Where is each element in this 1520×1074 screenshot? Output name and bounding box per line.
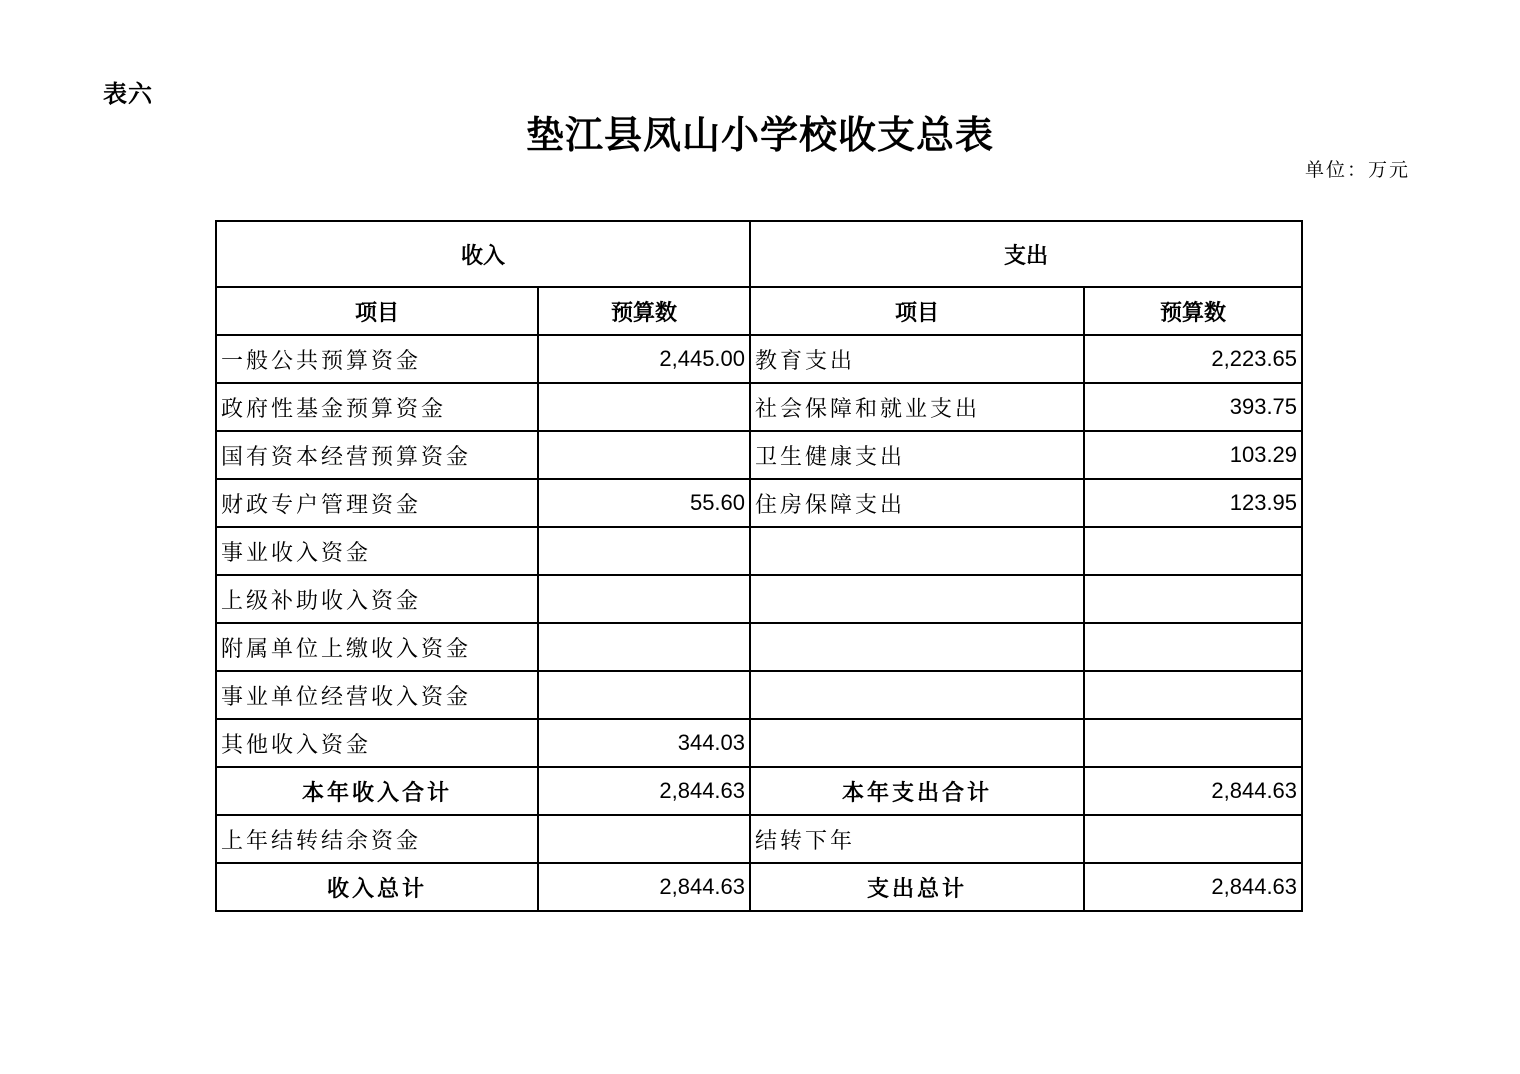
expense-grand-total-label: 支出总计 [750,863,1084,911]
expense-item: 卫生健康支出 [750,431,1084,479]
expense-group-header: 支出 [750,221,1302,287]
table-row [216,575,1302,623]
income-budget-header: 预算数 [538,287,750,335]
income-amount: 55.60 [538,479,750,527]
table-row [216,479,1302,527]
income-item: 上级补助收入资金 [216,575,538,623]
expense-amount: 103.29 [1084,431,1302,479]
expense-grand-total-amount: 2,844.63 [1084,863,1302,911]
income-amount: 2,445.00 [538,335,750,383]
expense-amount [1084,719,1302,767]
year-expense-total-amount: 2,844.63 [1084,767,1302,815]
expense-amount [1084,575,1302,623]
expense-item [750,527,1084,575]
income-item: 附属单位上缴收入资金 [216,623,538,671]
income-item-header: 项目 [216,287,538,335]
table-row [216,623,1302,671]
expense-item [750,623,1084,671]
income-grand-total-amount: 2,844.63 [538,863,750,911]
table-row [216,671,1302,719]
column-header-row [216,287,1302,335]
carryover-expense-label: 结转下年 [750,815,1084,863]
expense-amount: 393.75 [1084,383,1302,431]
table-row [216,527,1302,575]
expense-item: 社会保障和就业支出 [750,383,1084,431]
income-group-header: 收入 [216,221,750,287]
income-item: 财政专户管理资金 [216,479,538,527]
expense-amount: 123.95 [1084,479,1302,527]
income-amount [538,431,750,479]
income-item: 政府性基金预算资金 [216,383,538,431]
income-expense-table [215,220,1303,912]
income-item: 事业收入资金 [216,527,538,575]
expense-budget-header: 预算数 [1084,287,1302,335]
income-amount [538,383,750,431]
carryover-income-label: 上年结转结余资金 [216,815,538,863]
unit-label: 单位：万元 [1304,159,1410,181]
table-row [216,431,1302,479]
income-amount [538,527,750,575]
income-amount [538,671,750,719]
expense-amount [1084,527,1302,575]
expense-item [750,575,1084,623]
income-grand-total-label: 收入总计 [216,863,538,911]
year-income-total-label: 本年收入合计 [216,767,538,815]
document-title: 垫江县凤山小学校收支总表 [525,112,994,157]
expense-amount [1084,671,1302,719]
expense-item: 住房保障支出 [750,479,1084,527]
income-amount: 344.03 [538,719,750,767]
group-header-row [216,221,1302,287]
income-item: 国有资本经营预算资金 [216,431,538,479]
expense-item [750,671,1084,719]
year-income-total-amount: 2,844.63 [538,767,750,815]
income-item: 事业单位经营收入资金 [216,671,538,719]
income-amount [538,623,750,671]
year-total-row [216,767,1302,815]
year-expense-total-label: 本年支出合计 [750,767,1084,815]
expense-amount: 2,223.65 [1084,335,1302,383]
carryover-row [216,815,1302,863]
expense-item-header: 项目 [750,287,1084,335]
carryover-expense-amount [1084,815,1302,863]
table-label: 表六 [103,80,153,108]
expense-item: 教育支出 [750,335,1084,383]
table-row [216,383,1302,431]
expense-amount [1084,623,1302,671]
table-row [216,335,1302,383]
grand-total-row [216,863,1302,911]
carryover-income-amount [538,815,750,863]
income-item: 一般公共预算资金 [216,335,538,383]
expense-item [750,719,1084,767]
income-amount [538,575,750,623]
income-item: 其他收入资金 [216,719,538,767]
table-row [216,719,1302,767]
